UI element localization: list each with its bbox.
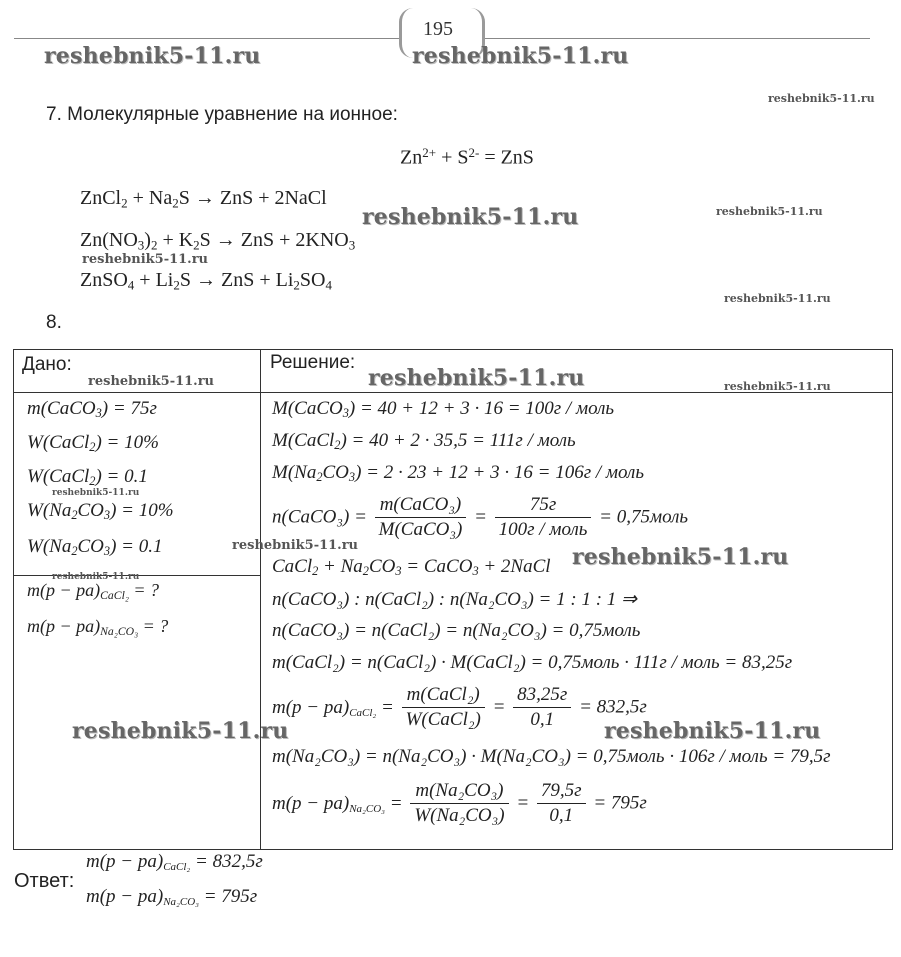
solution-fraction-line: $m(p - pa)_{Na_2CO_3}$ = $\frac{\text{m(Na₂CO₃)}}{\text{W(Na₂CO₃)}}$ = $\frac{79,5г}{0,1}$ = 795г bbox=[272, 780, 647, 826]
watermark: reshebnik5-11.ru bbox=[368, 365, 585, 391]
solution-line: $M(Na_2CO_3) = 2 \cdot 23 + 12 + 3 \cdot 16 = 106г$ / моль bbox=[272, 462, 644, 485]
solution-line: n(CaCO₃) = n(CaCl₂) = n(Na₂CO₃) = 0,75моль bbox=[272, 620, 641, 641]
watermark: reshebnik5-11.ru bbox=[52, 572, 140, 582]
given-item: m(CaCO$_3$) = 75г bbox=[27, 398, 157, 421]
solution-line: M(CaCl$_2$) = 40 + 2 · 35,5 = 111г / моль bbox=[272, 430, 576, 453]
given-item: $W(Na_2CO_3) = 0.1$ bbox=[27, 536, 163, 559]
task8-title: 8. bbox=[46, 312, 62, 333]
watermark: reshebnik5-11.ru bbox=[72, 718, 289, 744]
answer-line: $m(p - pa)_{CaCl_2} = 832,5г$ bbox=[86, 851, 263, 873]
page-number: 195 bbox=[423, 18, 453, 40]
task7-title: 7. Молекулярные уравнение на ионное: bbox=[46, 104, 398, 125]
watermark: reshebnik5-11.ru bbox=[572, 544, 789, 570]
solution-line: M(CaCO$_3$) = 40 + 12 + 3 · 16 = 100г / моль bbox=[272, 398, 615, 421]
given-item: W(CaCl$_2$) = 10% bbox=[27, 432, 159, 455]
answer-label: Ответ: bbox=[14, 870, 75, 892]
solution-line: CaCl$_2$ + $Na_2CO_3$ = CaCO$_3$ + 2NaCl bbox=[272, 556, 551, 579]
watermark: reshebnik5-11.ru bbox=[412, 43, 629, 69]
watermark: reshebnik5-11.ru bbox=[232, 538, 359, 553]
given-item: W(CaCl$_2$) = 0.1 bbox=[27, 466, 148, 489]
solution-line: n(CaCO₃) : n(CaCl₂) : n(Na₂CO₃) = 1 : 1 : 1 ⇒ bbox=[272, 589, 637, 610]
given-item: $W(Na_2CO_3) = 10\%$ bbox=[27, 500, 174, 523]
find-item: $m(p - pa)_{Na_2CO_3}$ = ? bbox=[27, 616, 169, 638]
solution-line: m(CaCl₂) = n(CaCl₂) · M(CaCl₂) = 0,75моль · 111г / моль = 83,25г bbox=[272, 652, 793, 673]
molecular-equation-2: $Zn(NO_3)_2 + K_2S$ → ZnS + $2KNO_3$ bbox=[80, 229, 356, 253]
given-header: Дано: bbox=[22, 354, 72, 375]
find-item: $m(p - pa)_{CaCl_2}$ = ? bbox=[27, 580, 160, 602]
watermark: reshebnik5-11.ru bbox=[768, 92, 875, 105]
watermark: reshebnik5-11.ru bbox=[88, 374, 215, 389]
ionic-equation: $Zn^{2+} + S^{2-}$ = ZnS bbox=[400, 145, 534, 169]
watermark: reshebnik5-11.ru bbox=[82, 252, 209, 267]
table-divider bbox=[260, 349, 261, 849]
solution-fraction-line: n(CaCO₃) = $\frac{\text{m(CaCO₃)}}{\text{M(CaCO₃)}}$ = $\frac{75г}{\text{100г / моль}}$ = 0,75моль bbox=[272, 494, 689, 540]
watermark: reshebnik5-11.ru bbox=[604, 718, 821, 744]
watermark: reshebnik5-11.ru bbox=[724, 380, 831, 393]
solution-fraction-line: $m(p - pa)_{CaCl_2}$ = $\frac{\text{m(CaCl₂)}}{\text{W(CaCl₂)}}$ = $\frac{83,25г}{0,1}$ = 832,5г bbox=[272, 684, 647, 730]
watermark: reshebnik5-11.ru bbox=[724, 292, 831, 305]
watermark: reshebnik5-11.ru bbox=[52, 488, 140, 498]
watermark: reshebnik5-11.ru bbox=[716, 205, 823, 218]
watermark: reshebnik5-11.ru bbox=[44, 43, 261, 69]
solution-line: m(Na₂CO₃) = n(Na₂CO₃) · M(Na₂CO₃) = 0,75моль · 106г / моль = 79,5г bbox=[272, 746, 831, 767]
answer-line: $m(p - pa)_{Na_2CO_3} = 795г$ bbox=[86, 886, 258, 908]
watermark: reshebnik5-11.ru bbox=[362, 204, 579, 230]
molecular-equation-3: ZnSO$_4$ + $Li_2S$ → ZnS + $Li_2SO_4$ bbox=[80, 269, 332, 293]
molecular-equation-1: ZnCl$_2$ + $Na_2S$ → ZnS + 2NaCl bbox=[80, 187, 327, 211]
solution-header: Решение: bbox=[270, 352, 356, 373]
